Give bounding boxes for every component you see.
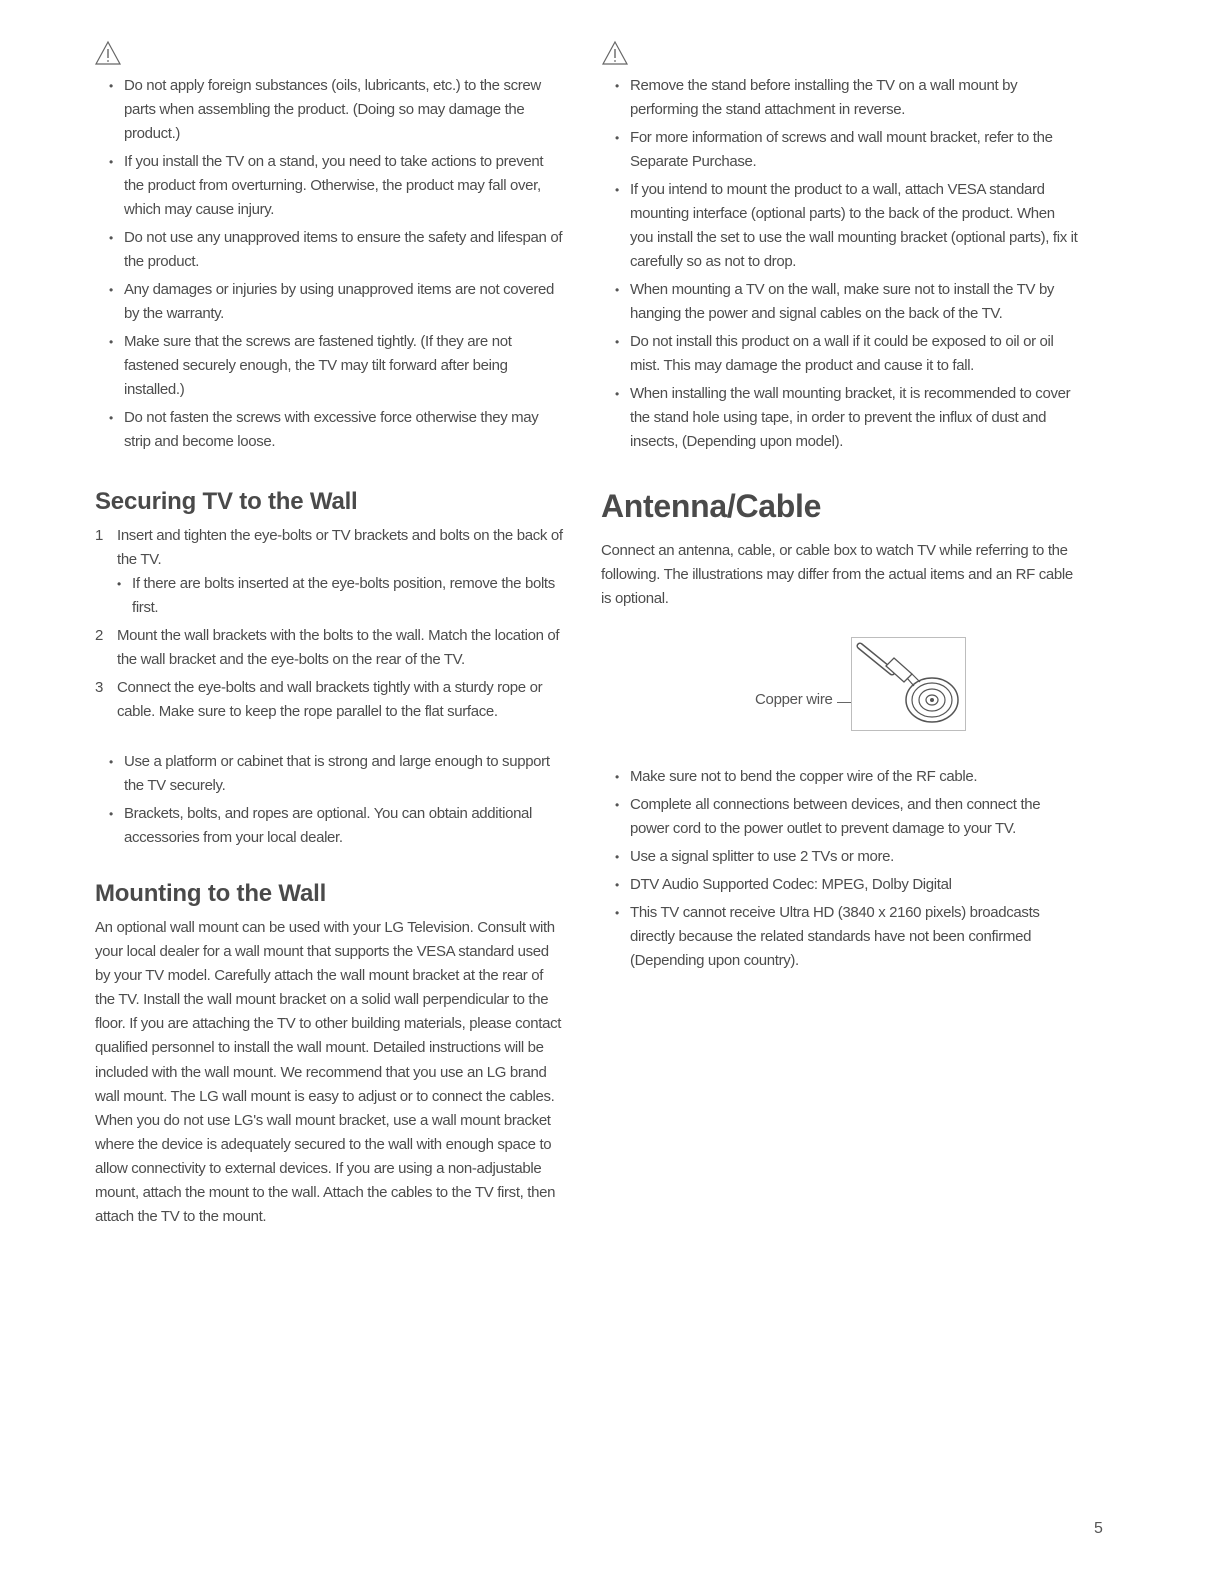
section-title-antenna: Antenna/Cable (601, 488, 822, 524)
list-item: • Any damages or injuries by using unapproved items are not covered by the warranty. (95, 278, 565, 326)
list-item: • Remove the stand before installing the TV on a wall mount by performing the stand attachment in reverse. (601, 74, 1081, 122)
rf-connector-illustration (851, 637, 966, 731)
list-item: • Complete all connections between devices, and then connect the power cord to the power outlet to prevent damage to your TV. (601, 793, 1081, 841)
section-title-mounting: Mounting to the Wall (95, 880, 327, 907)
list-item: • Make sure that the screws are fastened tightly. (If they are not fastened securely enough, the TV may tilt forward after being installed.) (95, 330, 565, 402)
step-number: 2 (95, 627, 103, 644)
securing-notes (95, 750, 565, 850)
step-sub-list (117, 572, 565, 620)
warning-icon (601, 40, 629, 66)
list-item: • For more information of screws and wall mount bracket, refer to the Separate Purchase. (601, 126, 1081, 174)
step-text: Insert and tighten the eye-bolts or TV brackets and bolts on the back of the TV. (117, 527, 563, 568)
list-item: • If you intend to mount the product to a wall, attach VESA standard mounting interface (optional parts) to the back of the product. When you install the set to use the wall mounting bracket (optional parts), fix it carefully so as not to drop. (601, 178, 1081, 274)
list-item: • When installing the wall mounting bracket, it is recommended to cover the stand hole using tape, in order to prevent the influx of dust and insects, (Depending upon model). (601, 382, 1081, 454)
antenna-notes (601, 765, 1081, 973)
rf-cable-figure (601, 637, 1081, 747)
list-item: • Use a platform or cabinet that is strong and large enough to support the TV securely. (95, 750, 565, 798)
caution-list (601, 74, 1081, 454)
step-number: 3 (95, 679, 103, 696)
list-item: • Do not use any unapproved items to ensure the safety and lifespan of the product. (95, 226, 565, 274)
mounting-paragraph: An optional wall mount can be used with your LG Television. Consult with your local dealer for a wall mount that supports the VESA standard used by your TV model. Carefully attach the wall mount bracket at the rear of the TV. Install the wall mount bracket on a solid wall perpendicular to the floor. If you are attaching the TV to other building materials, please contact qualified personnel to install the wall mount. Detailed instructions will be included with the wall mount. We recommend that you use an LG brand wall mount. The LG wall mount is easy to adjust or to connect the cables. When you do not use LG's wall mount bracket, use a wall mount bracket where the device is adequately secured to the wall with enough space to allow connectivity to external devices. If you are using a non-adjustable mount, attach the mount to the wall. Attach the cables to the TV first, then attach the TV to the mount. (95, 919, 562, 1226)
list-item: • This TV cannot receive Ultra HD (3840 x 2160 pixels) broadcasts directly because the related standards have not been confirmed (Depending upon country). (601, 901, 1081, 973)
list-item: • If you install the TV on a stand, you need to take actions to prevent the product from overturning. Otherwise, the product may fall over, which may cause injury. (95, 150, 565, 222)
list-item: • Use a signal splitter to use 2 TVs or more. (601, 845, 1081, 869)
step-text: Connect the eye-bolts and wall brackets tightly with a sturdy rope or cable. Make sure to keep the rope parallel to the flat surface. (117, 679, 543, 720)
list-item: • When mounting a TV on the wall, make sure not to install the TV by hanging the power and signal cables on the back of the TV. (601, 278, 1081, 326)
warning-icon (94, 40, 122, 66)
list-item: • Brackets, bolts, and ropes are optional. You can obtain additional accessories from your local dealer. (95, 802, 565, 850)
caution-list (95, 74, 565, 454)
list-item: • Make sure not to bend the copper wire of the RF cable. (601, 765, 1081, 789)
list-item: • Do not install this product on a wall if it could be exposed to oil or oil mist. This may damage the product and cause it to fall. (601, 330, 1081, 378)
step-text: Mount the wall brackets with the bolts to the wall. Match the location of the wall bracket and the eye-bolts on the rear of the TV. (117, 627, 560, 668)
left-column (95, 40, 565, 1229)
copper-wire-label: Copper wire (755, 691, 833, 709)
step-number: 1 (95, 527, 103, 544)
step-item (95, 524, 565, 620)
page-number: 5 (1094, 1520, 1103, 1537)
step-item (95, 676, 565, 724)
list-item: • Do not apply foreign substances (oils, lubricants, etc.) to the screw parts when assembling the product. (Doing so may damage the product.) (95, 74, 565, 146)
right-column (601, 40, 1081, 977)
step-item (95, 624, 565, 672)
section-title-securing: Securing TV to the Wall (95, 488, 358, 515)
list-item: • DTV Audio Supported Codec: MPEG, Dolby Digital (601, 873, 1081, 897)
antenna-paragraph: Connect an antenna, cable, or cable box to watch TV while referring to the following. The illustrations may differ from the actual items and an RF cable is optional. (601, 542, 1073, 608)
rf-connector-icon (852, 638, 965, 730)
list-item: • If there are bolts inserted at the eye-bolts position, remove the bolts first. (117, 572, 565, 620)
securing-steps (95, 524, 565, 724)
list-item: • Do not fasten the screws with excessive force otherwise they may strip and become loose. (95, 406, 565, 454)
